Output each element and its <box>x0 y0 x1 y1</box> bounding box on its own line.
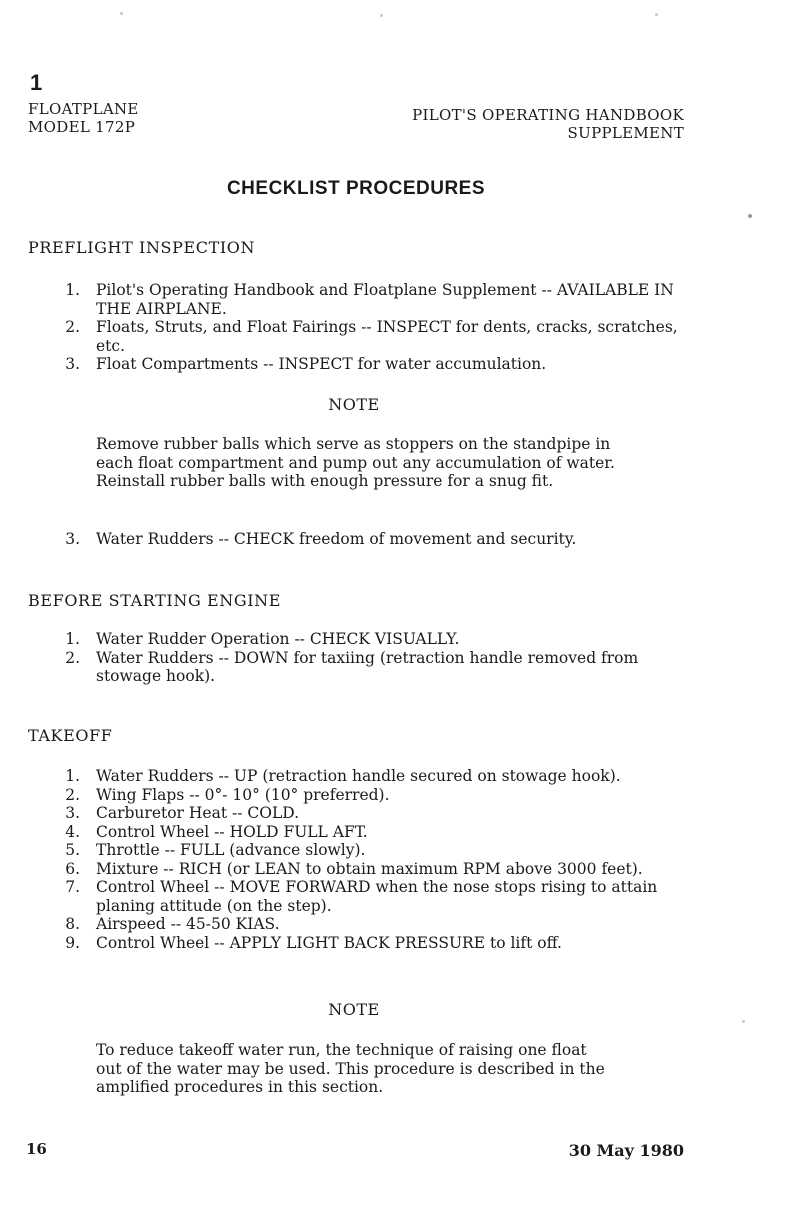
item-number: 3. <box>65 355 80 373</box>
item-number: 4. <box>65 822 80 841</box>
item-text: Mixture -- RICH (or LEAN to obtain maximum RPM above 3000 feet). <box>96 859 643 878</box>
list-item <box>62 878 686 915</box>
list-item <box>62 281 686 318</box>
item-number: 7. <box>65 878 80 896</box>
item-number: 6. <box>65 859 80 878</box>
item-number: 8. <box>65 915 80 933</box>
item-text: Control Wheel -- APPLY LIGHT BACK PRESSURE to lift off. <box>96 933 562 952</box>
section-number: 1 <box>30 70 43 95</box>
scan-speck <box>742 1020 745 1023</box>
preflight-list <box>62 281 686 374</box>
item-number: 1. <box>65 630 80 648</box>
list-item <box>62 934 686 953</box>
header-left <box>28 100 139 136</box>
list-item <box>62 860 686 879</box>
item-number: 1. <box>65 281 80 299</box>
item-number: 3. <box>65 530 80 548</box>
preflight-note-heading: NOTE <box>328 395 380 414</box>
item-text: Water Rudders -- CHECK freedom of movement and security. <box>96 530 577 548</box>
list-item <box>62 786 686 805</box>
item-text: Control Wheel -- MOVE FORWARD when the nose stops rising to attain planing attitude (on the step). <box>96 878 658 915</box>
preflight-note-text: Remove rubber balls which serve as stoppers on the standpipe in each float compartment and pump out any accumulation of water. Reinstall rubber balls with enough pressure for a snug fit. <box>96 435 615 490</box>
list-item <box>62 767 686 786</box>
item-text: Wing Flaps -- 0°- 10° (10° preferred). <box>96 785 390 804</box>
item-number: 2. <box>65 318 80 336</box>
preflight-list-continued <box>62 530 686 549</box>
item-text: Water Rudder Operation -- CHECK VISUALLY. <box>96 630 460 648</box>
before-starting-heading: BEFORE STARTING ENGINE <box>28 591 282 610</box>
scan-speck <box>748 214 752 218</box>
list-item <box>62 630 686 649</box>
takeoff-list <box>62 767 686 952</box>
page-number: 16 <box>26 1140 47 1158</box>
list-item <box>62 841 686 860</box>
header-left-line2: MODEL 172P <box>28 118 136 136</box>
item-text: Water Rudders -- UP (retraction handle secured on stowage hook). <box>96 767 621 785</box>
list-item <box>62 915 686 934</box>
item-number: 5. <box>65 841 80 859</box>
header-right-line1: PILOT'S OPERATING HANDBOOK <box>412 106 684 124</box>
header-left-line1: FLOATPLANE <box>28 100 139 118</box>
page-title: CHECKLIST PROCEDURES <box>226 178 486 199</box>
item-text: Carburetor Heat -- COLD. <box>96 804 300 822</box>
item-number: 2. <box>65 785 80 804</box>
list-item <box>62 530 686 549</box>
item-number: 9. <box>65 933 80 952</box>
header-right-line2: SUPPLEMENT <box>567 124 684 142</box>
scan-speck <box>380 14 383 17</box>
scan-speck <box>655 13 658 16</box>
item-text: Throttle -- FULL (advance slowly). <box>96 841 366 859</box>
item-text: Control Wheel -- HOLD FULL AFT. <box>96 822 368 841</box>
item-text: Floats, Struts, and Float Fairings -- INSPECT for dents, cracks, scratches, etc. <box>96 318 678 355</box>
list-item <box>62 804 686 823</box>
item-text: Pilot's Operating Handbook and Floatplane Supplement -- AVAILABLE IN THE AIRPLANE. <box>96 281 674 318</box>
list-item <box>62 318 686 355</box>
before-starting-list <box>62 630 686 686</box>
scan-speck <box>120 12 123 15</box>
item-text: Water Rudders -- DOWN for taxiing (retraction handle removed from stowage hook). <box>96 648 639 685</box>
takeoff-note-heading: NOTE <box>328 1000 380 1019</box>
header-right <box>412 106 684 142</box>
item-number: 1. <box>65 767 80 785</box>
takeoff-note-text: To reduce takeoff water run, the technique of raising one float out of the water may be used. This procedure is described in the amplified procedures in this section. <box>96 1041 605 1096</box>
list-item <box>62 355 686 374</box>
preflight-heading: PREFLIGHT INSPECTION <box>28 238 256 257</box>
revision-date: 30 May 1980 <box>568 1141 684 1160</box>
item-text: Float Compartments -- INSPECT for water accumulation. <box>96 355 547 373</box>
takeoff-heading: TAKEOFF <box>28 726 113 745</box>
item-number: 2. <box>65 648 80 667</box>
list-item <box>62 823 686 842</box>
list-item <box>62 649 686 686</box>
item-number: 3. <box>65 804 80 822</box>
item-text: Airspeed -- 45-50 KIAS. <box>96 915 280 933</box>
